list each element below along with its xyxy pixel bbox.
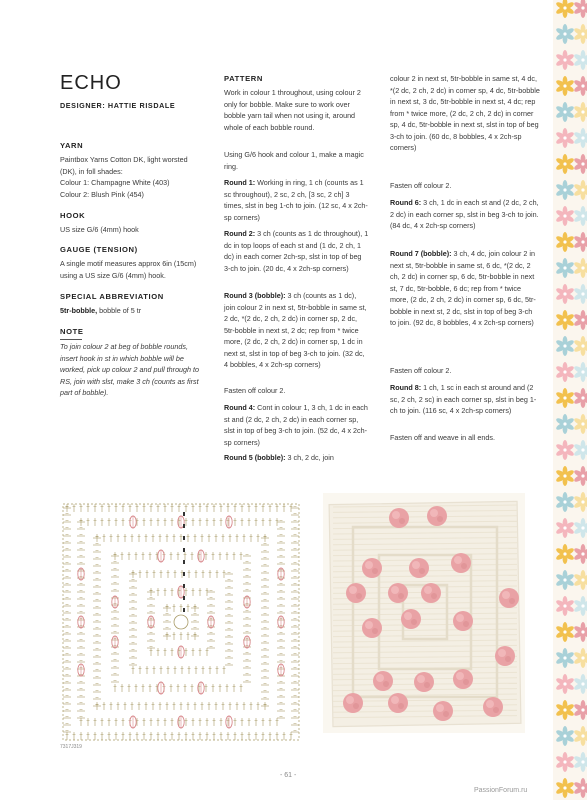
round-1-label: Round 1: — [224, 178, 256, 187]
round-8-label: Round 8: — [390, 383, 422, 392]
round-5-text: 3 ch, 2 dc, join — [285, 453, 334, 462]
round-4-label: Round 4: — [224, 403, 256, 412]
round-7-text: 3 ch, 4 dc, join colour 2 in next st, 5tr-bobble in same st, 6 dc, *(2 dc, 2 ch, 2 dc) in corner sp, 6 dc, 5tr-bobble in next st, 7 dc, 5tr-bobble, 6 dc; rep from * twice more, (2 dc, 2 ch, 2 dc) in corner sp, 6 dc, 5tr-bobble in next st, 2 dc, slst in top of beg 3-ch to join. (92 dc, 8 bobbles, 4 x 2ch-sp corners) — [390, 249, 536, 327]
fasten-off-3: Fasten off colour 2. — [390, 366, 452, 375]
yarn-colour-1: Colour 1: Champagne White (403) — [60, 178, 170, 187]
crochet-chart — [56, 502, 306, 742]
pattern-title: ECHO — [60, 72, 122, 94]
pattern-intro: Work in colour 1 throughout, using colour 2 only for bobble. Make sure to work over bobble yarn tail when not using it, around whole of each bobble round. — [224, 88, 361, 132]
round-5-continued: colour 2 in next st, 5tr-bobble in same st, 4 dc, *(2 dc, 2 ch, 2 dc) in corner sp, 4 dc, 5tr-bobble in next st, 3 dc, 5tr-bobble in next st, 4 dc; rep from * twice more, (2 dc, 2 ch, 2 dc) in corner sp, 4 dc, 5tr-bobble in next st, slst in top of beg 3-ch to join. (60 dc, 8 bobbles, 4 x 2ch-sp corners) — [390, 74, 540, 152]
round-6-text: 3 ch, 1 dc in each st and (2 dc, 2 ch, 2 dc) in each corner sp, slst in beg 3-ch to join. (84 dc, 4 x 2ch-sp corners) — [390, 198, 539, 230]
yarn-colour-2: Colour 2: Blush Pink (454) — [60, 189, 144, 199]
page-number: - 61 - — [280, 772, 297, 779]
special-abbreviation-text — [60, 305, 141, 317]
abbreviation-definition: bobble of 5 tr — [97, 306, 142, 315]
gauge-text: A single motif measures approx 6in (15cm) using a US size G/6 (4mm) hook. — [60, 259, 197, 280]
abbreviation-term: 5tr-bobble, — [60, 306, 98, 315]
round-8 — [390, 382, 540, 417]
round-1-text: Working in ring, 1 ch (counts as 1 sc throughout), 2 sc, 2 ch, [3 sc, 2 ch] 3 times, slst in beg 1-ch to join. (12 sc, 4 x 2ch-sp corners) — [224, 178, 368, 222]
yarn-text — [60, 154, 200, 200]
round-7 — [390, 248, 540, 329]
floral-pattern-icon — [553, 0, 587, 800]
designer-credit: DESIGNER: HATTIE RISDALE — [60, 101, 176, 110]
round-3-label: Round 3 (bobble): — [224, 291, 286, 300]
final-instruction: Fasten off and weave in all ends. — [390, 433, 495, 442]
finished-motif-photo — [323, 493, 525, 733]
round-2 — [224, 228, 369, 274]
note-underline — [60, 339, 82, 340]
round-2-label: Round 2: — [224, 229, 256, 238]
fasten-off-2: Fasten off colour 2. — [390, 181, 452, 190]
round-3-text: 3 ch (counts as 1 dc), join colour 2 in next st, 5tr-bobble in same st, 2 dc, *(2 dc, 2 ch, 2 dc) in corner sp, 2 dc, 5tr-bobble in next st, 2 dc; rep from * twice more, (2 dc, 2 ch, 2 dc) in corner sp, 1 dc in next st, slst in top of beg 3-ch to join. (32 dc, 4 bobbles, 4 x 2ch-sp corners) — [224, 291, 367, 369]
note-heading: NOTE — [60, 327, 84, 336]
fasten-off-1: Fasten off colour 2. — [224, 386, 286, 395]
pattern-intro-2: Using G/6 hook and colour 1, make a magic ring. — [224, 150, 364, 171]
watermark: PassionForum.ru — [474, 787, 528, 794]
round-6 — [390, 197, 540, 232]
round-6-label: Round 6: — [390, 198, 422, 207]
round-1 — [224, 177, 369, 223]
image-credit: 7317J319 — [60, 744, 82, 750]
yarn-description: Paintbox Yarns Cotton DK, light worsted (DK), in foll shades: — [60, 155, 188, 176]
hook-text: US size G/6 (4mm) hook — [60, 225, 139, 234]
special-abbreviation-heading: SPECIAL ABBREVIATION — [60, 292, 164, 301]
round-4-text: Cont in colour 1, 3 ch, 1 dc in each st and (2 dc, 2 ch, 2 dc) in each corner sp, slst in top of beg 3-ch to join. (52 dc, 4 x 2ch-sp corners) — [224, 403, 368, 447]
round-7-label: Round 7 (bobble): — [390, 249, 452, 258]
round-5 — [224, 452, 334, 464]
note-text: To join colour 2 at beg of bobble rounds, insert hook in st in which bobble will be worked, pick up colour 2 and pull through to RS, join with slst, make 3 ch (counts as first part of bobble). — [60, 342, 200, 397]
hook-heading: HOOK — [60, 211, 86, 220]
round-8-text: 1 ch, 1 sc in each st around and (2 sc, 2 ch, 2 sc) in each corner sp, slst in beg 1-ch to join. (116 sc, 4 x 2ch-sp corners) — [390, 383, 537, 415]
pattern-heading: PATTERN — [224, 74, 263, 83]
round-4 — [224, 402, 369, 448]
crochet-chart-graphic — [56, 502, 306, 742]
crochet-square-image — [323, 493, 525, 733]
round-3 — [224, 290, 369, 371]
decorative-border — [553, 0, 587, 800]
round-2-text: 3 ch (counts as 1 dc throughout), 1 dc in top loops of each st and (1 dc, 2 ch, 1 dc) in each corner 2ch-sp, slst in top of beg 3-ch to join. (20 dc, 4 x 2ch-sp corners) — [224, 229, 369, 273]
yarn-heading: YARN — [60, 141, 84, 150]
gauge-heading: GAUGE (TENSION) — [60, 245, 138, 254]
round-5-label: Round 5 (bobble): — [224, 453, 286, 462]
